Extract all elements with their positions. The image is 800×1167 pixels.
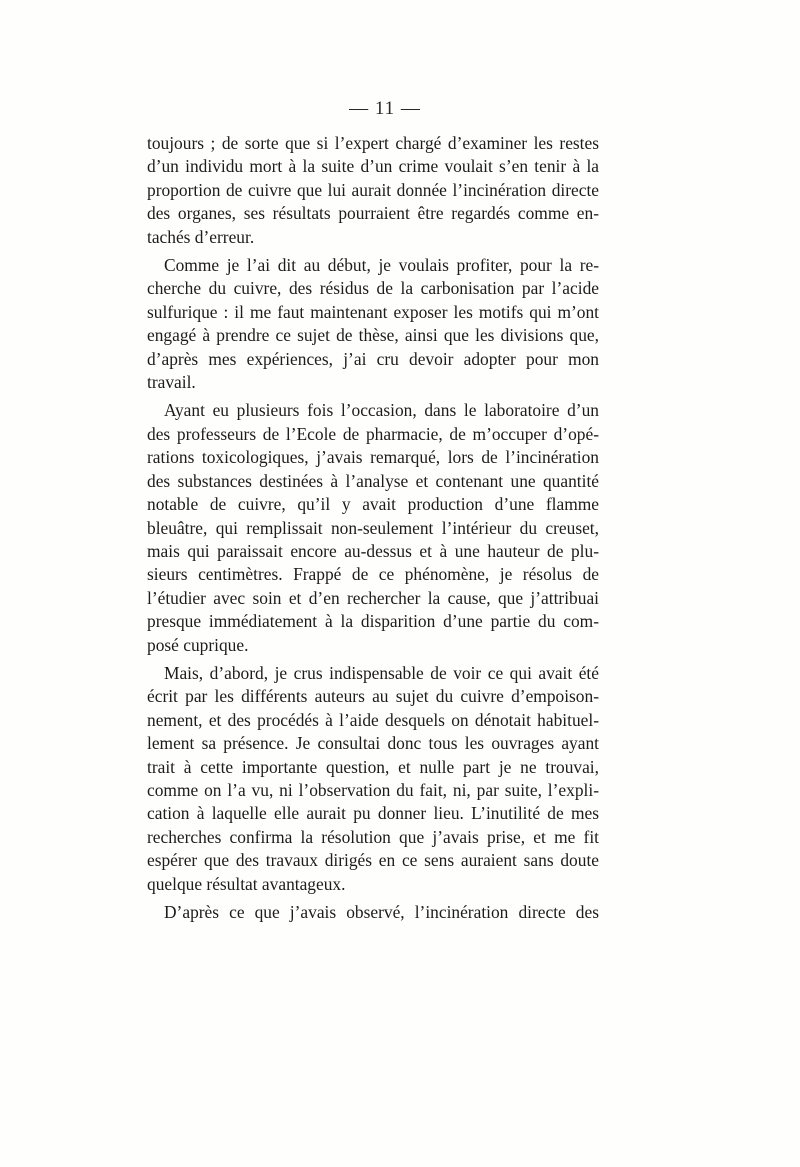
text-line: engagé à prendre ce sujet de thèse, ainsi que les divisions que, bbox=[147, 325, 599, 346]
text-line: d’un individu mort à la suite d’un crime voulait s’en tenir à la bbox=[147, 156, 599, 177]
text-line: toujours ; de sorte que si l’expert chargé d’examiner les restes bbox=[147, 133, 599, 153]
paragraph-2 bbox=[147, 254, 599, 394]
text-line: bleuâtre, qui remplissait non-seulement l’intérieur du creuset, bbox=[147, 517, 599, 538]
text-line: des professeurs de l’Ecole de pharmacie, de m’occuper d’opé- bbox=[147, 423, 599, 444]
paragraph-1 bbox=[147, 132, 599, 249]
text-line: sulfurique : il me faut maintenant exposer les motifs qui m’ont bbox=[147, 301, 599, 322]
text-line: Ayant eu plusieurs fois l’occasion, dans le laboratoire d’un bbox=[164, 400, 599, 421]
paragraph-3 bbox=[147, 399, 599, 656]
text-line: travail. bbox=[147, 372, 196, 393]
text-line: des substances destinées à l’analyse et contenant une quantité bbox=[147, 470, 599, 491]
text-line: quelque résultat avantageux. bbox=[147, 873, 346, 894]
paragraph-4 bbox=[147, 662, 599, 896]
text-line: des organes, ses résultats pourraient être regardés comme en- bbox=[147, 203, 599, 224]
text-line: posé cuprique. bbox=[147, 634, 249, 655]
text-line: tachés d’erreur. bbox=[147, 226, 255, 247]
text-line: cation à laquelle elle aurait pu donner lieu. L’inutilité de mes bbox=[147, 803, 599, 824]
text-line: trait à cette importante question, et nulle part je ne trouvai, bbox=[147, 756, 599, 777]
text-line: sieurs centimètres. Frappé de ce phénomène, je résolus de bbox=[147, 564, 599, 585]
text-line: mais qui paraissait encore au-dessus et à une hauteur de plu- bbox=[147, 540, 599, 561]
page-number: — 11 — bbox=[349, 98, 421, 119]
body-text bbox=[147, 132, 599, 929]
text-line: recherches confirma la résolution que j’avais prise, et me fit bbox=[147, 826, 599, 847]
text-line: presque immédiatement à la disparition d’une partie du com- bbox=[147, 611, 599, 632]
text-line: proportion de cuivre que lui aurait donnée l’incinération directe bbox=[147, 179, 599, 200]
paragraph-5 bbox=[147, 901, 599, 924]
text-line: d’après mes expériences, j’ai cru devoir adopter pour mon bbox=[147, 348, 599, 369]
text-line: rations toxicologiques, j’avais remarqué, lors de l’incinération bbox=[147, 447, 599, 468]
text-line: l’étudier avec soin et d’en rechercher la cause, que j’attribuai bbox=[147, 587, 599, 608]
text-line: D’après ce que j’avais observé, l’incinération directe des bbox=[164, 902, 599, 922]
text-line: Mais, d’abord, je crus indispensable de voir ce qui avait été bbox=[164, 662, 599, 683]
text-line: nement, et des procédés à l’aide desquels on dénotait habituel- bbox=[147, 709, 599, 730]
text-line: lement sa présence. Je consultai donc tous les ouvrages ayant bbox=[147, 733, 599, 754]
text-line: cherche du cuivre, des résidus de la carbonisation par l’acide bbox=[147, 278, 599, 299]
text-line: comme on l’a vu, ni l’observation du fait, ni, par suite, l’expli- bbox=[147, 779, 599, 800]
text-line: espérer que des travaux dirigés en ce sens auraient sans doute bbox=[147, 850, 599, 871]
text-line: Comme je l’ai dit au début, je voulais profiter, pour la re- bbox=[164, 255, 599, 276]
text-line: écrit par les différents auteurs au sujet du cuivre d’empoison- bbox=[147, 686, 599, 707]
text-line: notable de cuivre, qu’il y avait production d’une flamme bbox=[147, 494, 599, 515]
